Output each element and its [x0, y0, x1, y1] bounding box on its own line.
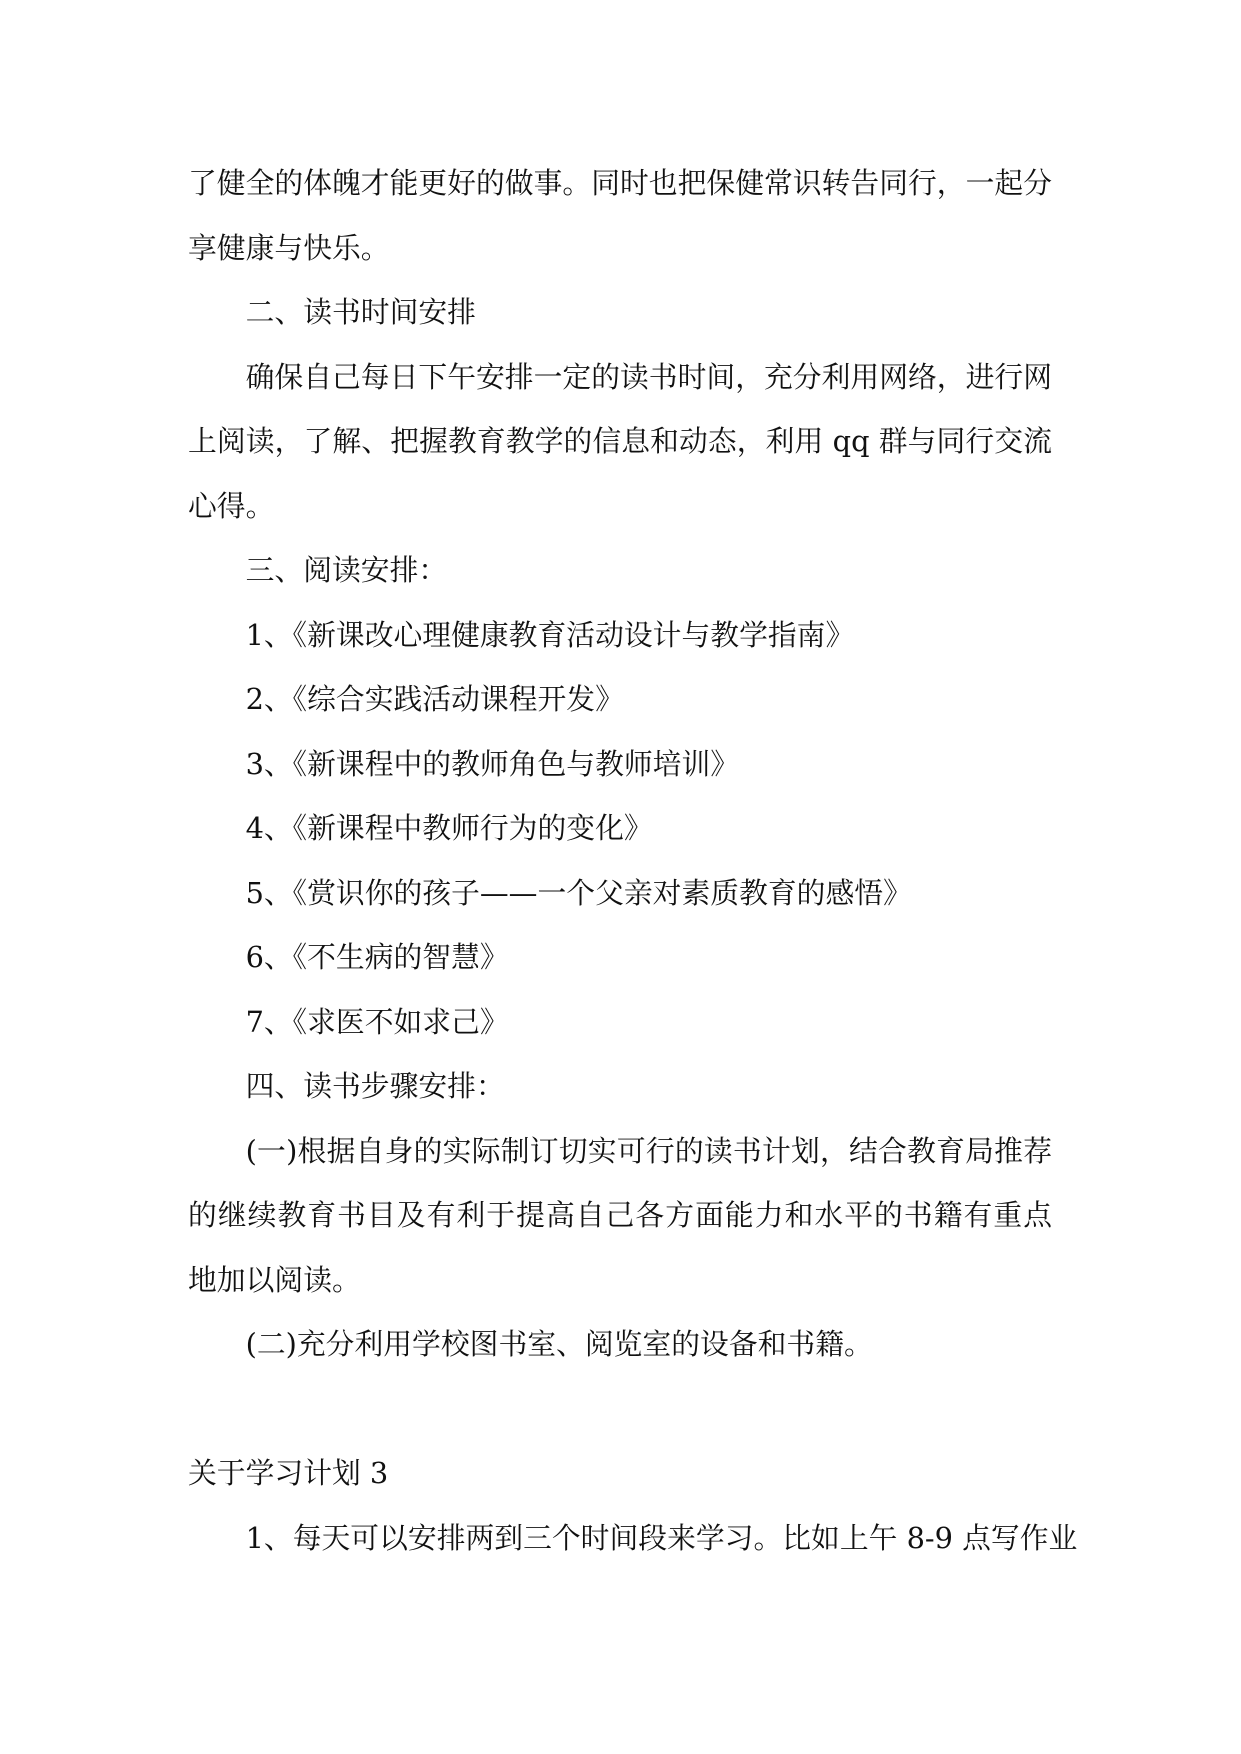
book-list-item: 3、《新课程中的教师角色与教师培训》: [245, 746, 740, 781]
section-heading-reading-time: 二、读书时间安排: [245, 295, 476, 329]
paragraph-line: 心得。: [188, 488, 275, 523]
paragraph-line: 了健全的体魄才能更好的做事。同时也把保健常识转告同行，一起分: [188, 166, 1052, 200]
section-heading-reading-steps: 四、读书步骤安排：: [245, 1069, 505, 1103]
article-title: 关于学习计划 3: [188, 1456, 389, 1490]
step-line: (一)根据自身的实际制订切实可行的读书计划，结合教育局推荐: [245, 1133, 1052, 1168]
paragraph-line: 1、每天可以安排两到三个时间段来学习。比如上午 8-9 点写作业: [245, 1520, 1078, 1555]
step-line: 的继续教育书目及有利于提高自己各方面能力和水平的书籍有重点: [188, 1198, 1052, 1232]
document-body: [188, 151, 1078, 1570]
book-list-item: 4、《新课程中教师行为的变化》: [245, 811, 653, 845]
book-list-item: 5、《赏识你的孩子——一个父亲对素质教育的感悟》: [245, 875, 912, 910]
paragraph-line: 上阅读，了解、把握教育教学的信息和动态，利用 qq 群与同行交流: [188, 424, 1052, 458]
step-line: 地加以阅读。: [188, 1262, 361, 1297]
book-list-item: 7、《求医不如求己》: [245, 1004, 509, 1039]
paragraph-line: 享健康与快乐。: [188, 230, 390, 265]
blank-line: [188, 1377, 1052, 1442]
book-list-item: 1、《新课改心理健康教育活动设计与教学指南》: [245, 617, 855, 652]
step-line: (二)充分利用学校图书室、阅览室的设备和书籍。: [245, 1327, 873, 1361]
book-list-item: 2、《综合实践活动课程开发》: [245, 682, 624, 716]
book-list-item: 6、《不生病的智慧》: [245, 940, 509, 974]
paragraph-line: 确保自己每日下午安排一定的读书时间，充分利用网络，进行网: [245, 359, 1052, 394]
section-heading-reading-list: 三、阅读安排：: [245, 553, 448, 587]
